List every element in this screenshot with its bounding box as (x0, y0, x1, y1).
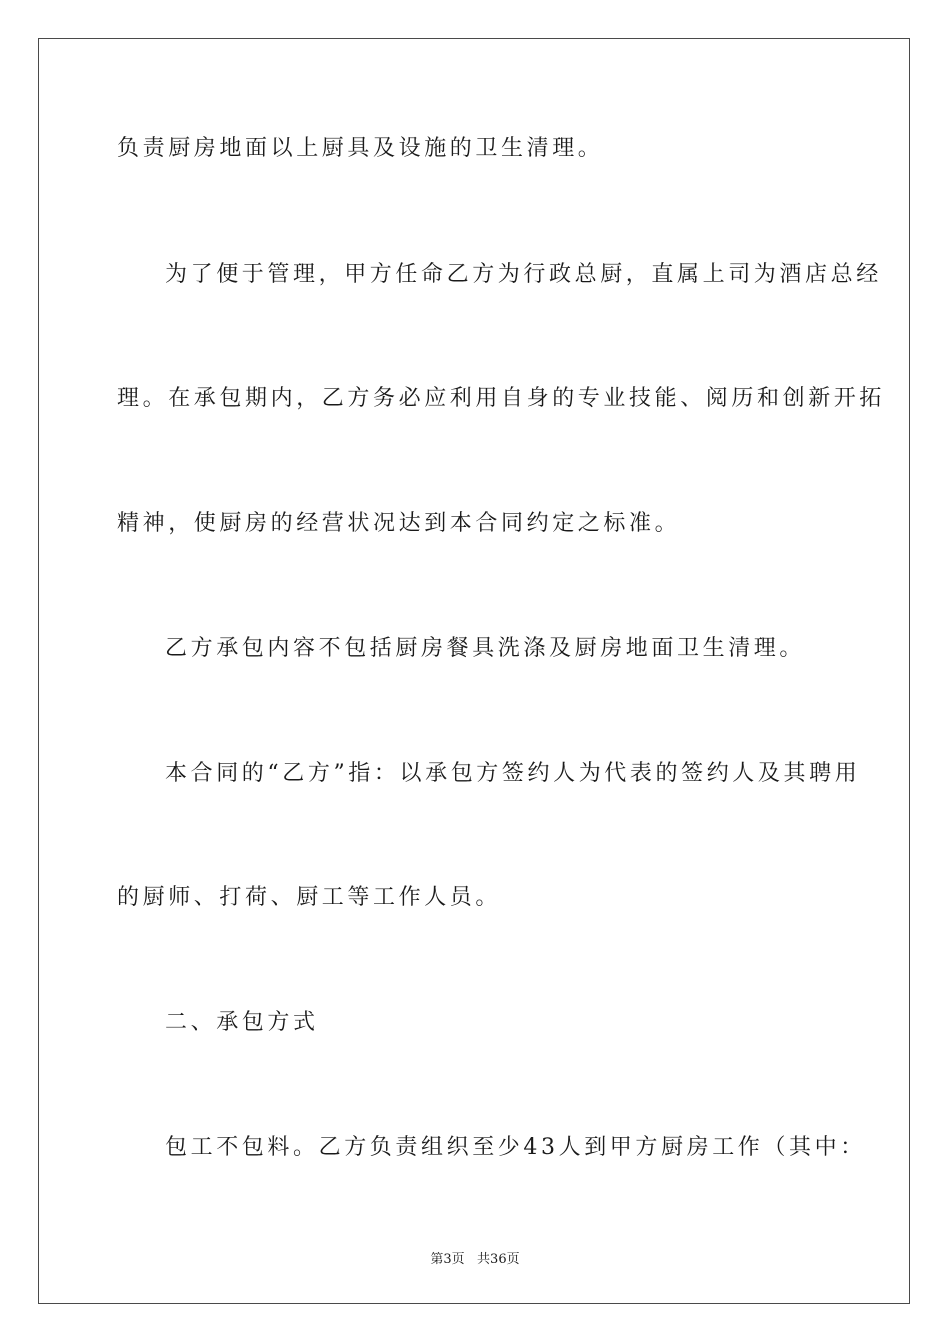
paragraph-line-6: 本合同的“乙方”指：以承包方签约人为代表的签约人及其聘用 (165, 761, 861, 786)
paragraph-line-3: 理。在承包期内，乙方务必应利用自身的专业技能、阅历和创新开拓 (117, 386, 886, 411)
paragraph-line-2: 为了便于管理，甲方任命乙方为行政总厨，直属上司为酒店总经 (165, 262, 882, 287)
section-heading: 二、承包方式 (165, 1010, 319, 1035)
paragraph-line-7: 的厨师、打荷、厨工等工作人员。 (117, 885, 502, 910)
paragraph-line-1: 负责厨房地面以上厨具及设施的卫生清理。 (117, 136, 604, 161)
paragraph-line-5: 乙方承包内容不包括厨房餐具洗涤及厨房地面卫生清理。 (165, 636, 806, 661)
page-border (38, 38, 910, 1304)
page-number-footer: 第3页 共36页 (430, 1252, 520, 1267)
paragraph-line-4: 精神，使厨房的经营状况达到本合同约定之标准。 (117, 511, 681, 536)
paragraph-line-9: 包工不包料。乙方负责组织至少43人到甲方厨房工作（其中： (165, 1135, 866, 1160)
